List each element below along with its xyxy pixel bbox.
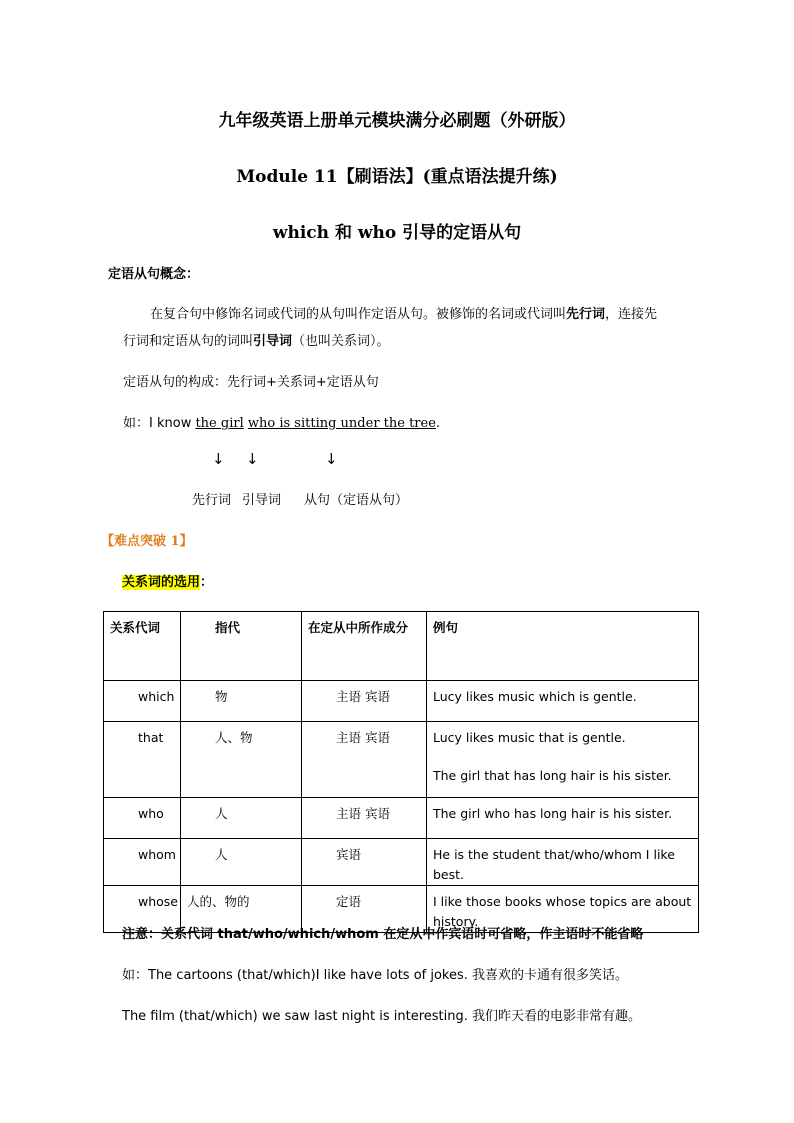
concept-heading: 定语从句概念： — [108, 267, 200, 282]
concept-text: 在复合句中修饰名词或代词的从句叫作定语从句。被修饰的名词或代词叫 — [150, 307, 567, 322]
relative-pronoun-table — [103, 611, 699, 933]
cell-role: 定语 — [302, 886, 427, 933]
cell-pronoun: whom — [104, 839, 181, 886]
example-line: The girl who has long hair is his sister. — [433, 806, 673, 821]
term-antecedent: 先行词 — [566, 307, 606, 322]
page-title: 九年级英语上册单元模块满分必刷题（外研版） — [218, 111, 576, 131]
example-sentence — [123, 412, 440, 431]
term-relative: 引导词 — [253, 334, 293, 349]
concept-text: （也叫关系词）。 — [292, 334, 390, 349]
table-header-row — [104, 612, 699, 681]
difficulty-label: 【难点突破 1】 — [101, 534, 193, 549]
selection-heading — [122, 571, 213, 590]
example-relative: who — [247, 416, 276, 431]
header-role: 在定从中所作成分 — [302, 612, 427, 681]
table-row — [104, 722, 699, 798]
table-row — [104, 798, 699, 839]
cell-ref: 人 — [181, 798, 302, 839]
cell-ref: 人的、物的 — [181, 886, 302, 933]
example-line: I like those books whose topics are about history. — [433, 894, 692, 929]
example-line: Lucy likes music that is gentle. — [433, 730, 626, 745]
cell-role: 主语 宾语 — [302, 681, 427, 722]
cell-role: 主语 宾语 — [302, 722, 427, 798]
cell-pronoun: which — [104, 681, 181, 722]
cell-role: 宾语 — [302, 839, 427, 886]
cell-ref: 人、物 — [181, 722, 302, 798]
example-clause: is sitting under the tree — [275, 416, 436, 431]
concept-line-2 — [123, 330, 390, 349]
label-relative: 引导词 — [242, 493, 282, 508]
cell-example — [427, 839, 699, 886]
arrow-clause: ↓ — [325, 450, 338, 468]
concept-text: 行词和定语从句的词叫 — [123, 334, 254, 349]
cell-example — [427, 798, 699, 839]
cell-ref: 物 — [181, 681, 302, 722]
header-ref: 指代 — [181, 612, 302, 681]
cell-pronoun: who — [104, 798, 181, 839]
table-row — [104, 839, 699, 886]
selection-colon: ： — [200, 575, 214, 590]
cell-example — [427, 722, 699, 798]
example-cartoons: 如：The cartoons (that/which)I like have lots of jokes. 我喜欢的卡通有很多笑话。 — [122, 968, 629, 983]
selection-highlight: 关系词的选用 — [122, 575, 201, 590]
example-line: He is the student that/who/whom I like best. — [433, 847, 675, 882]
example-film: The film (that/which) we saw last night is interesting. 我们昨天看的电影非常有趣。 — [122, 1009, 642, 1024]
example-line: The girl that has long hair is his sister. — [433, 768, 672, 783]
header-example: 例句 — [427, 612, 699, 681]
header-pronoun: 关系代词 — [104, 612, 181, 681]
concept-text: ，连接先 — [605, 307, 658, 322]
example-line: Lucy likes music which is gentle. — [433, 689, 637, 704]
example-prefix: 如：I know — [123, 416, 196, 431]
label-antecedent: 先行词 — [192, 493, 232, 508]
topic-title: which 和 who 引导的定语从句 — [272, 223, 522, 243]
cell-role: 主语 宾语 — [302, 798, 427, 839]
cell-pronoun: whose — [104, 886, 181, 933]
concept-line-1 — [150, 303, 657, 322]
label-clause: 从句（定语从句） — [304, 493, 409, 508]
arrow-relative: ↓ — [246, 450, 259, 468]
omission-note: 注意：关系代词 that/who/which/whom 在定从中作宾语时可省略，作主语时不能省略 — [122, 927, 644, 942]
cell-pronoun: that — [104, 722, 181, 798]
module-title: Module 11【刷语法】(重点语法提升练) — [236, 167, 558, 187]
arrow-antecedent: ↓ — [212, 450, 225, 468]
cell-example — [427, 681, 699, 722]
example-antecedent: the girl — [195, 416, 244, 431]
cell-ref: 人 — [181, 839, 302, 886]
example-end: . — [435, 416, 441, 431]
structure-line: 定语从句的构成：先行词+关系词+定语从句 — [123, 375, 379, 390]
table-row — [104, 681, 699, 722]
